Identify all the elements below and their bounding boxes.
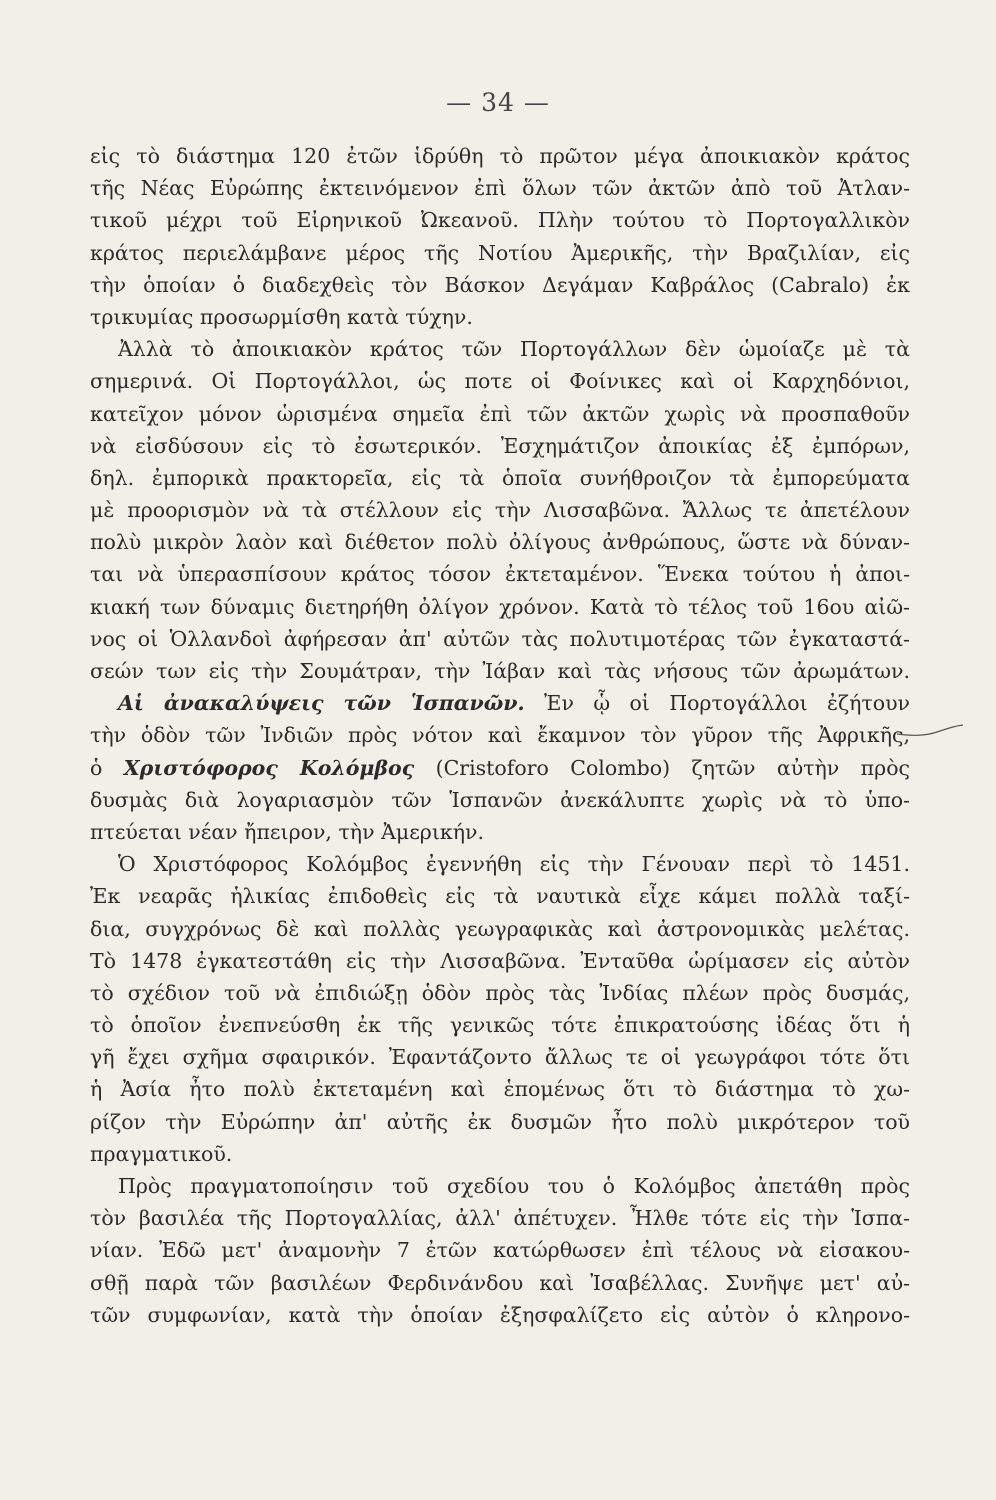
text-line-22: πτεύεται νέαν ἤπειρον, τὴν Ἀμερικήν. (90, 819, 484, 844)
text-line-29: γῆ ἔχει σχῆμα σφαιρικόν. Ἐφαντάζοντο ἄλλως τε οἱ γεωγράφοι τότε ὅτι (90, 1045, 910, 1070)
text-line-30: ἡ Ἀσία ἦτο πολὺ ἐκτεταμένη καὶ ἑπομένως ὅτι τὸ διάστημα τὸ χω- (90, 1077, 910, 1102)
text-line-1: εἰς τὸ διάστημα 120 ἐτῶν ἱδρύθη τὸ πρῶτον μέγα ἀποικιακὸν κράτος (90, 144, 910, 168)
text-line-11: δηλ. ἐμπορικὰ πρακτορεῖα, εἰς τὰ ὁποῖα συνήθροιζον τὰ ἐμπορεύματα (90, 465, 910, 490)
text-line-5: τὴν ὁποίαν ὁ διαδεχθεὶς τὸν Βάσκον Δεγάμαν Καβράλος (Cabralo) ἐκ (90, 272, 910, 297)
text-line-31: ρίζον τὴν Εὐρώπην ἀπ' αὐτῆς ἐκ δυσμῶν ἦτο πολὺ μικρότερον τοῦ (90, 1109, 910, 1134)
text-line-28: τὸ ὁποῖον ἐνεπνεύσθη ἐκ τῆς γενικῶς τότε ἐπικρατούσης ἰδέας ὅτι ἡ (90, 1013, 910, 1038)
text-line-4: κράτος περιελάμβανε μέρος τῆς Νοτίου Ἀμερικῆς, τὴν Βραζιλίαν, εἰς (90, 240, 910, 265)
text-line-37: τῶν συμφωνίαν, κατὰ τὴν ὁποίαν ἐξησφαλίζετο εἰς αὐτὸν ὁ κληρονο- (90, 1302, 910, 1327)
section-heading-line (90, 687, 910, 719)
text-line-3: τικοῦ μέχρι τοῦ Εἰρηνικοῦ Ὠκεανοῦ. Πλὴν τούτου τὸ Πορτογαλλικὸν (90, 208, 910, 233)
text-line-13: πολὺ μικρὸν λαὸν καὶ διέθετον πολὺ ὀλίγους ἀνθρώπους, ὥστε νὰ δύναν- (90, 530, 910, 555)
text-line-25: δια, συγχρόνως δὲ καὶ πολλὰς γεωγραφικὰς καὶ ἀστρονομικὰς μελέτας. (90, 916, 910, 941)
text-line-17: σεών των εἰς τὴν Σουμάτραν, τὴν Ἰάβαν καὶ τὰς νήσους τῶν ἀρωμάτων. (90, 659, 910, 683)
section-heading-rest: Ἐν ᾧ οἱ Πορτογάλλοι ἐζήτουν (524, 691, 910, 716)
text-line-35: νίαν. Ἐδῶ μετ' ἀναμονὴν 7 ἐτῶν κατώρθωσεν ἐπὶ τέλους νὰ εἰσακου- (90, 1238, 910, 1263)
text-line-19: τὴν ὁδὸν τῶν Ἰνδιῶν πρὸς νότον καὶ ἔκαμνον τὸν γῦρον τῆς Ἀφρικῆς, (90, 723, 910, 748)
text-line-24: Ἐκ νεαρᾶς ἡλικίας ἐπιδοθεὶς εἰς τὰ ναυτικὰ εἶχε κάμει πολλὰ ταξί- (90, 884, 910, 909)
text-line-34: τὸν βασιλέα τῆς Πορτογαλλίας, ἀλλ' ἀπέτυχεν. Ἦλθε τότε εἰς τὴν Ἱσπα- (90, 1206, 910, 1231)
text-line-16: νος οἱ Ὁλλανδοὶ ἀφήρεσαν ἀπ' αὐτῶν τὰς πολυτιμοτέρας τῶν ἐγκαταστά- (90, 626, 910, 651)
text-line-7: Ἀλλὰ τὸ ἀποικιακὸν κράτος τῶν Πορτογάλλων δὲν ὡμοίαζε μὲ τὰ (118, 337, 910, 362)
page-number: — 34 — (446, 88, 550, 117)
text-line-26: Τὸ 1478 ἐγκατεστάθη εἰς τὴν Λισσαβῶνα. Ἐνταῦθα ὡρίμασεν εἰς αὐτὸν (90, 948, 910, 973)
columbus-name: Χριστόφορος Κολόμβος (123, 755, 415, 780)
text-line-14: ται νὰ ὑπερασπίσουν κράτος τόσον ἐκτεταμένον. Ἕνεκα τούτου ἡ ἀποι- (90, 562, 910, 587)
text-line-15: κιακή των δύναμις διετηρήθη ὀλίγον χρόνον. Κατὰ τὸ τέλος τοῦ 16ου αἰῶ- (90, 594, 910, 619)
pencil-mark-icon (895, 724, 965, 738)
text-line-2: τῆς Νέας Εὐρώπης ἐκτεινόμενον ἐπὶ ὅλων τῶν ἀκτῶν ἀπὸ τοῦ Ἀτλαν- (90, 176, 910, 201)
text-line-10: νὰ εἰσδύσουν εἰς τὸ ἐσωτερικόν. Ἐσχημάτιζον ἀποικίας ἐξ ἐμπόρων, (90, 433, 910, 458)
columbus-pre: ὁ (90, 755, 124, 780)
text-line-21: δυσμὰς διὰ λογαριασμὸν τῶν Ἱσπανῶν ἀνεκάλυπτε χωρὶς νὰ τὸ ὑπο- (90, 787, 910, 812)
text-line-36: σθῇ παρὰ τῶν βασιλέων Φερδινάνδου καὶ Ἰσαβέλλας. Συνῆψε μετ' αὐ- (90, 1270, 910, 1295)
text-line-23: Ὁ Χριστόφορος Κολόμβος ἐγεννήθη εἰς τὴν Γένουαν περὶ τὸ 1451. (118, 852, 910, 877)
text-line-8: σημερινά. Οἱ Πορτογάλλοι, ὡς ποτε οἱ Φοίνικες καὶ οἱ Καρχηδόνιοι, (90, 369, 910, 394)
text-line-32: πραγματικοῦ. (90, 1141, 233, 1166)
columbus-line (90, 752, 910, 784)
section-heading-spaniards: Αἱ ἀνακαλύψεις τῶν Ἱσπανῶν. (118, 691, 525, 716)
columbus-rest: (Cristoforo Colombo) ζητῶν αὐτὴν πρὸς (414, 755, 911, 780)
body-text (90, 140, 910, 1331)
text-line-6: τρικυμίας προσωρμίσθη κατὰ τύχην. (90, 304, 473, 329)
text-line-12: μὲ προορισμὸν νὰ τὰ στέλλουν εἰς τὴν Λισσαβῶνα. Ἄλλως τε ἀπετέλουν (90, 498, 910, 523)
text-line-9: κατεῖχον μόνον ὡρισμένα σημεῖα ἐπὶ τῶν ἀκτῶν χωρὶς νὰ προσπαθοῦν (90, 401, 910, 426)
text-line-27: τὸ σχέδιον τοῦ νὰ ἐπιδιώξῃ ὁδὸν πρὸς τὰς Ἰνδίας πλέων πρὸς δυσμάς, (90, 980, 910, 1005)
text-line-33: Πρὸς πραγματοποίησιν τοῦ σχεδίου του ὁ Κολόμβος ἀπετάθη πρὸς (118, 1174, 910, 1198)
